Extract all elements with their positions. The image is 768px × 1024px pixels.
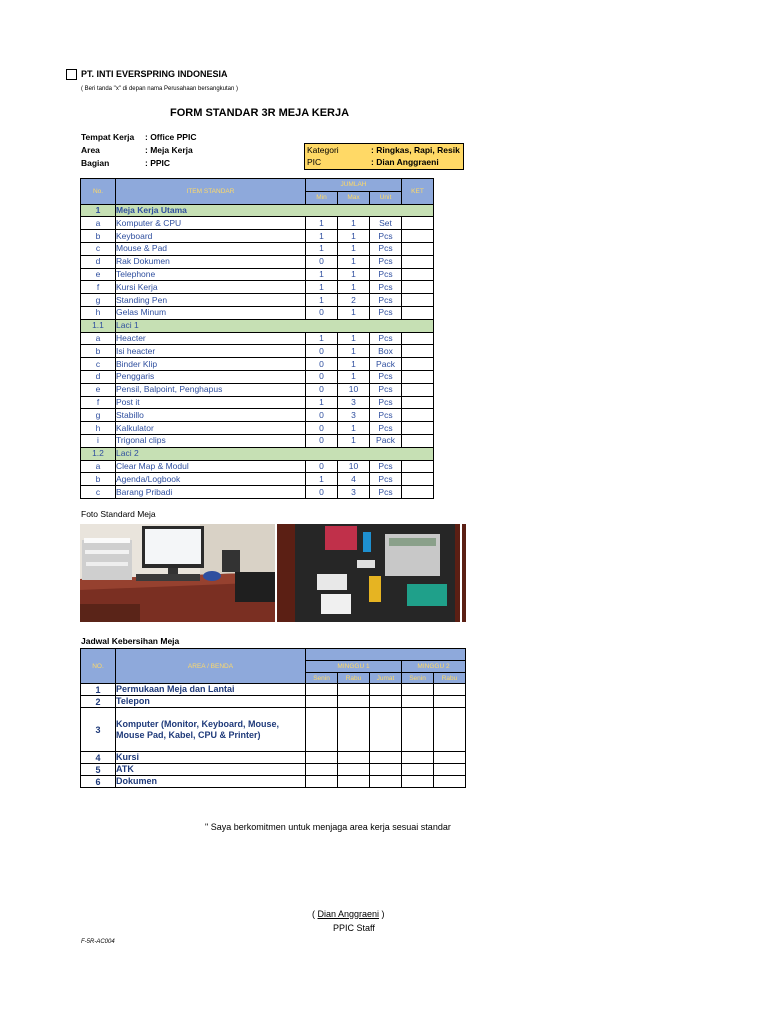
row-item: Pensil, Balpoint, Penghapus: [116, 383, 306, 396]
row-unit: Pcs: [370, 306, 402, 319]
row-unit: Pcs: [370, 409, 402, 422]
schedule-area: Dokumen: [116, 776, 306, 788]
schedule-check-cell: [434, 752, 466, 764]
commitment-statement: " Saya berkomitmen untuk menjaga area kerja sesuai standar: [205, 822, 451, 832]
row-max: 10: [338, 383, 370, 396]
row-no: c: [81, 242, 116, 255]
schedule-no: 3: [81, 708, 116, 752]
row-unit: Pcs: [370, 281, 402, 294]
schedule-check-cell: [306, 684, 338, 696]
row-max: 2: [338, 294, 370, 307]
schedule-check-cell: [434, 776, 466, 788]
day-header: Senin: [306, 673, 338, 684]
schedule-check-cell: [402, 708, 434, 752]
row-ket: [402, 332, 434, 345]
row-unit: Pcs: [370, 486, 402, 499]
schedule-check-cell: [370, 708, 402, 752]
signer-name: Dian Anggraeni: [317, 909, 380, 919]
schedule-check-cell: [306, 696, 338, 708]
row-ket: [402, 217, 434, 230]
week2-header: MINGGU 2: [402, 661, 466, 673]
row-max: 1: [338, 370, 370, 383]
schedule-check-cell: [402, 764, 434, 776]
row-min: 1: [306, 230, 338, 243]
table-row: [81, 358, 434, 371]
signer-role: PPIC Staff: [333, 923, 375, 933]
row-max: 1: [338, 422, 370, 435]
col-item-header: ITEM STANDAR: [116, 179, 306, 205]
row-no: b: [81, 230, 116, 243]
schedule-row: [81, 752, 466, 764]
row-min: 0: [306, 460, 338, 473]
table-row: [81, 268, 434, 281]
row-no: a: [81, 460, 116, 473]
row-unit: Pcs: [370, 460, 402, 473]
table-row: [81, 396, 434, 409]
table-row: [81, 255, 434, 268]
row-ket: [402, 383, 434, 396]
section-title: Laci 1: [116, 319, 434, 332]
row-item: Gelas Minum: [116, 306, 306, 319]
schedule-check-cell: [306, 752, 338, 764]
row-ket: [402, 422, 434, 435]
company-checkbox[interactable]: [66, 69, 77, 80]
row-max: 1: [338, 358, 370, 371]
row-item: Telephone: [116, 268, 306, 281]
row-item: Keyboard: [116, 230, 306, 243]
desk-photo: [80, 524, 275, 622]
schedule-row: [81, 708, 466, 752]
row-ket: [402, 255, 434, 268]
schedule-check-cell: [306, 764, 338, 776]
row-no: f: [81, 396, 116, 409]
row-max: 3: [338, 486, 370, 499]
schedule-check-cell: [338, 752, 370, 764]
row-item: Post it: [116, 396, 306, 409]
row-min: 0: [306, 486, 338, 499]
schedule-area: Permukaan Meja dan Lantai: [116, 684, 306, 696]
row-item: Heacter: [116, 332, 306, 345]
row-max: 1: [338, 434, 370, 447]
row-min: 1: [306, 396, 338, 409]
sched-top-header: [306, 649, 466, 661]
row-no: b: [81, 345, 116, 358]
area-value: : Meja Kerja: [145, 145, 193, 155]
schedule-check-cell: [338, 776, 370, 788]
kategori-box: [304, 143, 464, 170]
row-unit: Pack: [370, 358, 402, 371]
row-ket: [402, 345, 434, 358]
schedule-no: 2: [81, 696, 116, 708]
section-title: Meja Kerja Utama: [116, 204, 434, 217]
col-max-header: Max: [338, 191, 370, 204]
schedule-check-cell: [370, 684, 402, 696]
row-ket: [402, 396, 434, 409]
row-ket: [402, 306, 434, 319]
row-unit: Pack: [370, 434, 402, 447]
table-row: [81, 345, 434, 358]
schedule-check-cell: [402, 752, 434, 764]
bagian-label: Bagian: [81, 158, 110, 168]
pic-value: : Dian Anggraeni: [371, 157, 439, 167]
drawer-photo: [277, 524, 460, 622]
row-min: 1: [306, 294, 338, 307]
day-header: Senin: [402, 673, 434, 684]
row-item: Mouse & Pad: [116, 242, 306, 255]
row-max: 1: [338, 281, 370, 294]
row-min: 1: [306, 242, 338, 255]
row-min: 1: [306, 473, 338, 486]
row-ket: [402, 242, 434, 255]
item-standard-table: [80, 178, 434, 499]
row-min: 0: [306, 370, 338, 383]
schedule-check-cell: [338, 708, 370, 752]
row-unit: Pcs: [370, 268, 402, 281]
row-item: Barang Pribadi: [116, 486, 306, 499]
row-min: 1: [306, 217, 338, 230]
row-no: h: [81, 422, 116, 435]
schedule-check-cell: [402, 696, 434, 708]
row-item: Binder Klip: [116, 358, 306, 371]
schedule-check-cell: [434, 764, 466, 776]
schedule-check-cell: [402, 776, 434, 788]
schedule-check-cell: [402, 684, 434, 696]
section-no: 1: [81, 204, 116, 217]
row-unit: Pcs: [370, 422, 402, 435]
table-row: [81, 306, 434, 319]
row-unit: Set: [370, 217, 402, 230]
row-item: Agenda/Logbook: [116, 473, 306, 486]
sign-open: (: [312, 909, 318, 919]
row-no: c: [81, 486, 116, 499]
row-min: 0: [306, 383, 338, 396]
row-min: 1: [306, 332, 338, 345]
row-item: Penggaris: [116, 370, 306, 383]
day-header: Rabu: [434, 673, 466, 684]
signature: [312, 909, 385, 919]
row-item: Standing Pen: [116, 294, 306, 307]
schedule-row: [81, 764, 466, 776]
schedule-check-cell: [306, 776, 338, 788]
row-unit: Pcs: [370, 294, 402, 307]
schedule-no: 6: [81, 776, 116, 788]
day-header: Rabu: [338, 673, 370, 684]
row-max: 1: [338, 217, 370, 230]
row-item: Isi heacter: [116, 345, 306, 358]
bagian-value: : PPIC: [145, 158, 171, 168]
row-ket: [402, 486, 434, 499]
row-ket: [402, 460, 434, 473]
row-max: 10: [338, 460, 370, 473]
row-unit: Pcs: [370, 370, 402, 383]
row-no: i: [81, 434, 116, 447]
schedule-area: Kursi: [116, 752, 306, 764]
row-item: Rak Dokumen: [116, 255, 306, 268]
row-min: 0: [306, 345, 338, 358]
schedule-row: [81, 696, 466, 708]
company-name: PT. INTI EVERSPRING INDONESIA: [81, 69, 228, 79]
kategori-value: : Ringkas, Rapi, Resik: [371, 145, 460, 155]
row-unit: Pcs: [370, 332, 402, 345]
section-row: [81, 204, 434, 217]
jadwal-title: Jadwal Kebersihan Meja: [81, 636, 180, 646]
schedule-area: ATK: [116, 764, 306, 776]
schedule-check-cell: [338, 684, 370, 696]
row-no: e: [81, 383, 116, 396]
table-row: [81, 281, 434, 294]
pic-label: PIC: [307, 157, 322, 167]
kategori-label: Kategori: [307, 145, 339, 155]
section-no: 1.2: [81, 447, 116, 460]
row-max: 1: [338, 255, 370, 268]
row-min: 0: [306, 255, 338, 268]
table-row: [81, 230, 434, 243]
schedule-area: Telepon: [116, 696, 306, 708]
row-unit: Pcs: [370, 255, 402, 268]
row-no: b: [81, 473, 116, 486]
row-no: f: [81, 281, 116, 294]
company-note: ( Beri tanda "x" di depan nama Perusahaan bersangkutan ): [81, 86, 239, 92]
day-header: Jumat: [370, 673, 402, 684]
row-ket: [402, 294, 434, 307]
schedule-check-cell: [370, 776, 402, 788]
row-no: g: [81, 409, 116, 422]
row-max: 4: [338, 473, 370, 486]
row-item: Kursi Kerja: [116, 281, 306, 294]
row-no: e: [81, 268, 116, 281]
row-no: c: [81, 358, 116, 371]
row-unit: Pcs: [370, 230, 402, 243]
schedule-check-cell: [434, 684, 466, 696]
table-row: [81, 460, 434, 473]
section-title: Laci 2: [116, 447, 434, 460]
section-row: [81, 447, 434, 460]
schedule-check-cell: [306, 708, 338, 752]
col-min-header: Min: [306, 191, 338, 204]
row-min: 0: [306, 409, 338, 422]
row-ket: [402, 358, 434, 371]
row-unit: Pcs: [370, 396, 402, 409]
row-ket: [402, 268, 434, 281]
section-no: 1.1: [81, 319, 116, 332]
row-ket: [402, 409, 434, 422]
schedule-row: [81, 684, 466, 696]
row-max: 1: [338, 268, 370, 281]
document-code: F-5R-AC004: [81, 939, 115, 945]
col-jumlah-header: JUMLAH: [306, 179, 402, 192]
table-row: [81, 383, 434, 396]
row-min: 1: [306, 281, 338, 294]
row-unit: Pcs: [370, 242, 402, 255]
schedule-check-cell: [434, 696, 466, 708]
table-row: [81, 332, 434, 345]
row-item: Clear Map & Modul: [116, 460, 306, 473]
col-ket-header: KET: [402, 179, 434, 205]
row-ket: [402, 434, 434, 447]
row-no: d: [81, 255, 116, 268]
section-row: [81, 319, 434, 332]
schedule-check-cell: [370, 764, 402, 776]
schedule-check-cell: [338, 696, 370, 708]
row-max: 1: [338, 332, 370, 345]
row-max: 1: [338, 306, 370, 319]
row-no: d: [81, 370, 116, 383]
table-row: [81, 294, 434, 307]
schedule-no: 5: [81, 764, 116, 776]
row-ket: [402, 230, 434, 243]
row-ket: [402, 370, 434, 383]
table-row: [81, 242, 434, 255]
row-unit: Pcs: [370, 383, 402, 396]
row-item: Stabillo: [116, 409, 306, 422]
schedule-area: Komputer (Monitor, Keyboard, Mouse, Mouse Pad, Kabel, CPU & Printer): [116, 708, 306, 752]
table-row: [81, 370, 434, 383]
sign-close: ): [379, 909, 385, 919]
table-row: [81, 422, 434, 435]
form-title: FORM STANDAR 3R MEJA KERJA: [170, 107, 350, 119]
row-unit: Box: [370, 345, 402, 358]
tempat-kerja-label: Tempat Kerja: [81, 132, 135, 142]
area-label: Area: [81, 145, 100, 155]
row-max: 1: [338, 345, 370, 358]
row-item: Kalkulator: [116, 422, 306, 435]
tempat-kerja-value: : Office PPIC: [145, 132, 197, 142]
row-no: g: [81, 294, 116, 307]
row-max: 1: [338, 230, 370, 243]
schedule-check-cell: [434, 708, 466, 752]
row-no: a: [81, 332, 116, 345]
schedule-check-cell: [370, 752, 402, 764]
row-max: 1: [338, 242, 370, 255]
table-row: [81, 434, 434, 447]
row-min: 0: [306, 422, 338, 435]
row-min: 1: [306, 268, 338, 281]
row-item: Trigonal clips: [116, 434, 306, 447]
schedule-no: 1: [81, 684, 116, 696]
row-min: 0: [306, 306, 338, 319]
table-row: [81, 409, 434, 422]
row-unit: Pcs: [370, 473, 402, 486]
row-max: 3: [338, 409, 370, 422]
row-ket: [402, 473, 434, 486]
sched-col-area-header: AREA / BENDA: [116, 649, 306, 684]
row-no: a: [81, 217, 116, 230]
foto-label: Foto Standard Meja: [81, 509, 156, 519]
row-item: Komputer & CPU: [116, 217, 306, 230]
week1-header: MINGGU 1: [306, 661, 402, 673]
row-no: h: [81, 306, 116, 319]
sched-col-no-header: NO.: [81, 649, 116, 684]
photo-edge: [462, 524, 466, 622]
row-ket: [402, 281, 434, 294]
col-no-header: No.: [81, 179, 116, 205]
table-row: [81, 473, 434, 486]
schedule-check-cell: [370, 696, 402, 708]
schedule-check-cell: [338, 764, 370, 776]
schedule-no: 4: [81, 752, 116, 764]
row-min: 0: [306, 358, 338, 371]
row-max: 3: [338, 396, 370, 409]
schedule-row: [81, 776, 466, 788]
table-row: [81, 486, 434, 499]
col-unit-header: Unit: [370, 191, 402, 204]
table-row: [81, 217, 434, 230]
cleaning-schedule-table: [80, 648, 466, 788]
row-min: 0: [306, 434, 338, 447]
